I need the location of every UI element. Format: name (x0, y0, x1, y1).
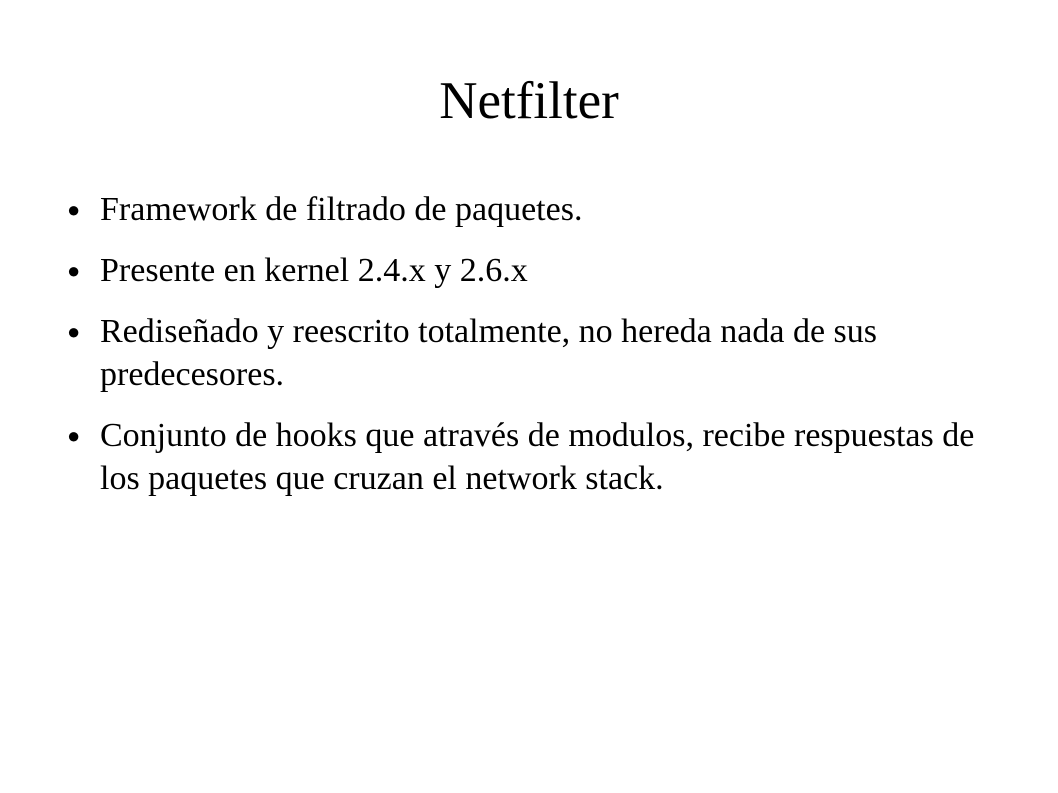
bullet-item (67, 414, 997, 500)
bullet-dot-icon: ● (67, 319, 81, 344)
bullet-text: Conjunto de hooks que através de modulos, recibe respuestas de los paquetes que cruzan el network stack. (100, 417, 975, 497)
bullet-text: Framework de filtrado de paquetes. (100, 191, 583, 228)
bullet-item (67, 249, 997, 292)
bullet-dot-icon: ● (67, 423, 81, 448)
bullet-item (67, 310, 997, 396)
bullet-list (67, 188, 997, 518)
bullet-text: Rediseñado y reescrito totalmente, no hereda nada de sus predecesores. (100, 313, 878, 393)
bullet-dot-icon: ● (67, 258, 81, 283)
bullet-dot-icon: ● (67, 197, 81, 222)
bullet-text: Presente en kernel 2.4.x y 2.6.x (100, 252, 528, 289)
slide-title: Netfilter (439, 72, 619, 130)
bullet-item (67, 188, 997, 231)
